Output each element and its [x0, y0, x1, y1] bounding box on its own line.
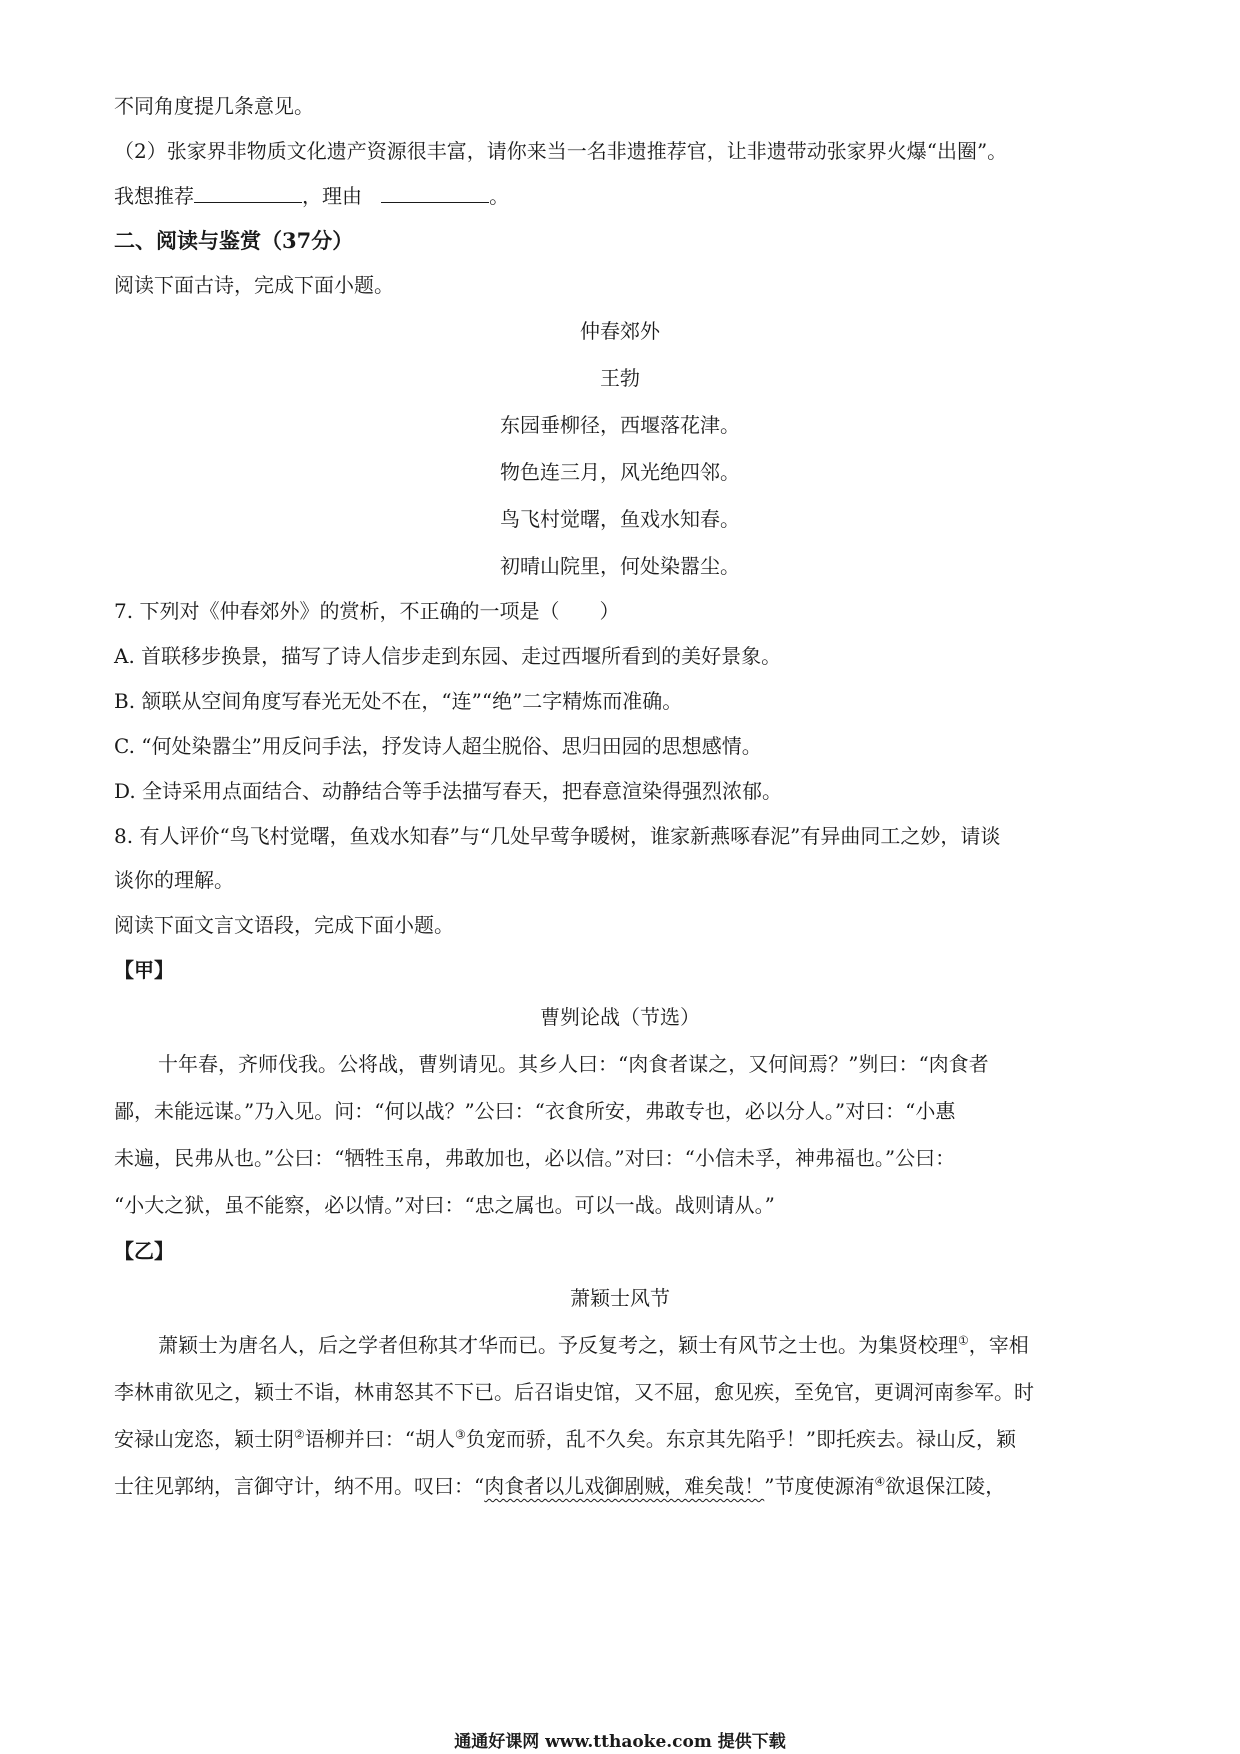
question-7-option-a: A. 首联移步换景，描写了诗人信步走到东园、走过西堰所看到的美好景象。 [114, 644, 782, 668]
question-7-option-d: D. 全诗采用点面结合、动静结合等手法描写春天，把春意渲染得强烈浓郁。 [114, 779, 783, 803]
question-2-text: （2）张家界非物质文化遗产资源很丰富，请你来当一名非遗推荐官，让非遗带动张家界火爆“出圈”。 [114, 139, 1008, 163]
passage-jia-line: 未遍，民弗从也。”公曰：“牺牲玉帛，弗敢加也，必以信。”对曰：“小信未孚，神弗福也。”公曰： [114, 1146, 956, 1170]
passage-yi-line: 安禄山宠恣，颖士阴②语柳并曰：“胡人③负宠而骄，乱不久矣。东京其先陷乎！”即托疾去。禄山反，颖 [114, 1427, 1016, 1451]
passage-yi-line: 李林甫欲见之，颖士不诣，林甫怒其不下已。后召诣史馆，又不屈，愈见疾，至免官，更调河南参军。时 [114, 1380, 1034, 1404]
answer-blank-1[interactable] [194, 182, 302, 203]
poem-line: 东园垂柳径，西堰落花津。 [500, 413, 740, 437]
wavy-underlined-sentence: 肉食者以儿戏御剧贼，难矣哉！ [484, 1474, 765, 1498]
passage-jia-label: 【甲】 [114, 958, 174, 982]
classical-instruction: 阅读下面文言文语段，完成下面小题。 [114, 913, 454, 937]
passage-jia-line: “小大之狱，虽不能察，必以情。”对曰：“忠之属也。可以一战。战则请从。” [114, 1193, 775, 1217]
footnote-mark: ④ [874, 1474, 886, 1489]
passage-yi-line: 萧颖士为唐名人，后之学者但称其才华而已。予反复考之，颖士有风节之士也。为集贤校理①，宰相 [158, 1333, 1029, 1357]
question-8-line-2: 谈你的理解。 [114, 868, 234, 892]
passage-jia-line: 鄙，未能远谋。”乃入见。问：“何以战？”公曰：“衣食所安，弗敢专也，必以分人。”对曰：“小惠 [114, 1099, 956, 1123]
section-2-title: 二、阅读与鉴赏（37分） [114, 228, 354, 253]
question-7-stem: 7. 下列对《仲春郊外》的赏析，不正确的一项是（ ） [114, 599, 620, 623]
passage-jia-title: 曹刿论战（节选） [540, 1005, 700, 1029]
passage-yi-line: 士往见郭纳，言御守计，纳不用。叹曰：“肉食者以儿戏御剧贼，难矣哉！”节度使源洧④欲退保江陵， [114, 1474, 1006, 1498]
question-7-option-c: C. “何处染嚣尘”用反问手法，抒发诗人超尘脱俗、思归田园的思想感情。 [114, 734, 762, 758]
poem-line: 鸟飞村觉曙，鱼戏水知春。 [500, 507, 740, 531]
page-footer: 通通好课网 www.tthaoke.com 提供下载 [454, 1732, 786, 1752]
footnote-mark: ① [958, 1333, 969, 1348]
question-2-fill-line [114, 182, 509, 210]
question-7-option-b: B. 颔联从空间角度写春光无处不在，“连”“绝”二字精炼而准确。 [114, 689, 683, 713]
poem-line: 初晴山院里，何处染嚣尘。 [500, 554, 740, 578]
question-intro-tail: 不同角度提几条意见。 [114, 94, 314, 118]
poem-instruction: 阅读下面古诗，完成下面小题。 [114, 273, 394, 297]
passage-yi-title: 萧颖士风节 [570, 1286, 670, 1310]
poem-title: 仲春郊外 [580, 319, 660, 343]
fill-end: 。 [489, 184, 510, 208]
fill-mid: ，理由 [302, 184, 362, 208]
answer-blank-2[interactable] [381, 182, 489, 203]
question-8-line-1: 8. 有人评价“鸟飞村觉曙，鱼戏水知春”与“几处早莺争暖树，谁家新燕啄春泥”有异曲同工之妙，请谈 [114, 824, 1001, 848]
fill-prefix: 我想推荐 [114, 184, 194, 208]
poem-line: 物色连三月，风光绝四邻。 [500, 460, 740, 484]
footnote-mark: ② [294, 1427, 305, 1442]
passage-jia-line: 十年春，齐师伐我。公将战，曹刿请见。其乡人曰：“肉食者谋之，又何间焉？”刿曰：“肉食者 [158, 1052, 989, 1076]
footnote-mark: ③ [455, 1427, 466, 1442]
poem-author: 王勃 [600, 366, 640, 390]
passage-yi-label: 【乙】 [114, 1239, 174, 1263]
